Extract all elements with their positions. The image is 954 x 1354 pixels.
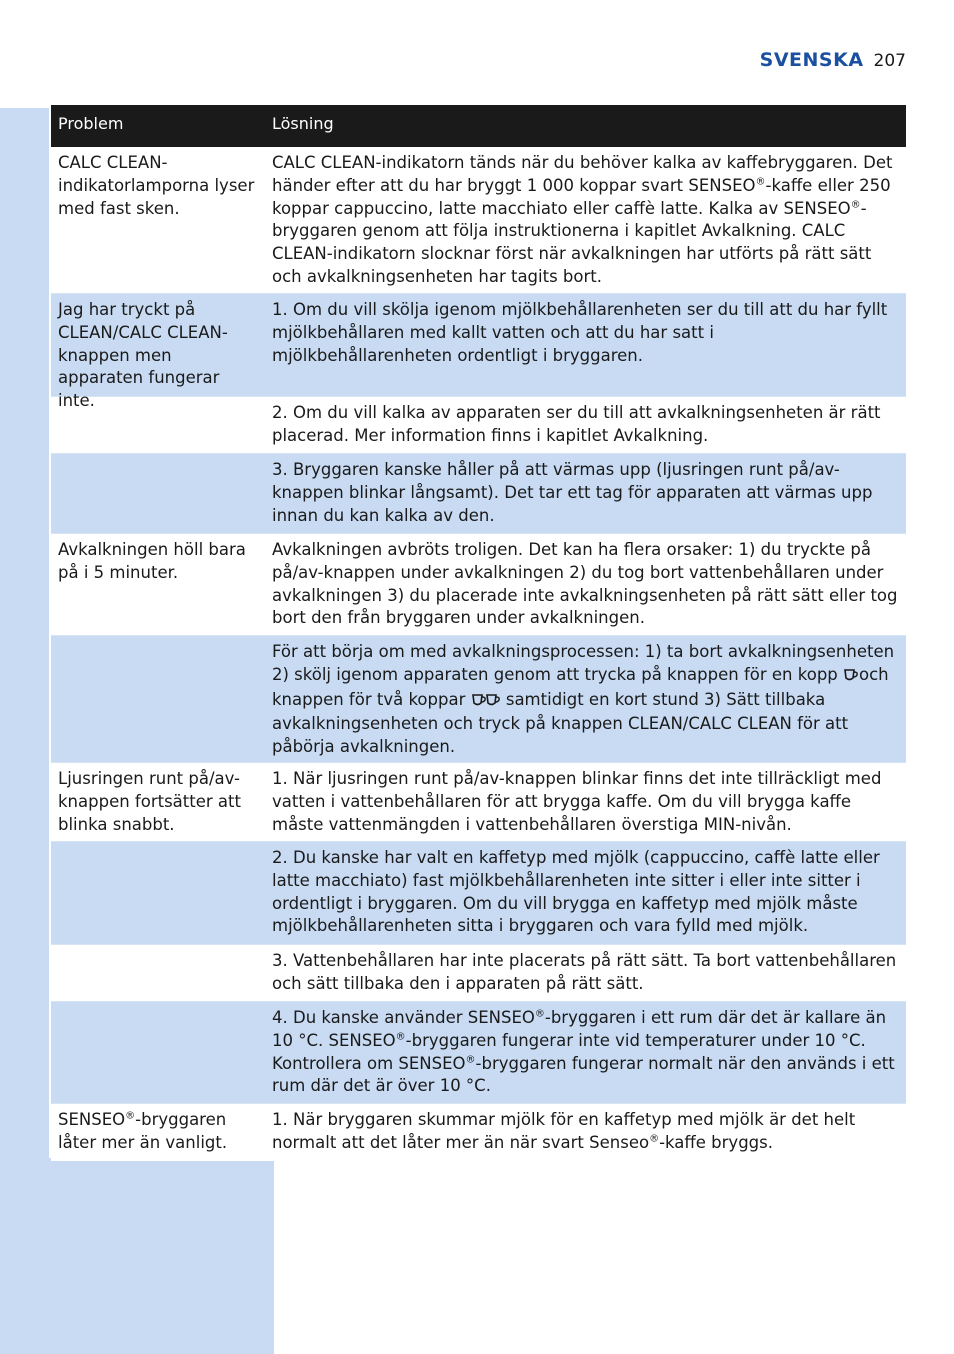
table-header [51, 105, 906, 147]
table-row [51, 1104, 906, 1161]
registered-mark: ® [850, 199, 861, 211]
solution-cell: 1. Om du vill skölja igenom mjölkbehållarenheten ser du till att du har fyllt mjölkbehållaren med kallt vatten och att du har satt i mjölkbehållarenheten ordentligt i bryggaren. [272, 300, 888, 365]
registered-mark: ® [395, 1031, 406, 1043]
solution-text: -kaffe bryggs. [659, 1132, 773, 1152]
solution-text: -bryggaren genom att följa instruktionerna i kapitlet Avkalkning. CALC CLEAN-indikatorn slocknar först när avkalkningen har utförts på rätt sätt och avkalkningsenheten har tagits bort. [272, 198, 872, 286]
solution-text: samtidigt en kort stund 3) Sätt tillbaka avkalkningsenheten och tryck på knappen CLEAN/CALC CLEAN för att påbörja avkalkningen. [272, 689, 849, 757]
table-row [51, 1002, 906, 1104]
solution-cell: 3. Bryggaren kanske håller på att värmas upp (ljusringen runt på/av-knappen blinkar långsamt). Det tar ett tag för apparaten att värmas upp innan du kan kalka av den. [272, 460, 873, 525]
table-row [51, 534, 906, 636]
solution-cell: Avkalkningen avbröts troligen. Det kan ha flera orsaker: 1) du tryckte på på/av-knappen under avkalkningen 2) du tog bort vattenbehållaren under avkalkningen 3) du placerade inte avkalkningsenheten på rätt sätt eller tog bort den från bryggaren under avkalkningen. [272, 540, 898, 628]
problem-cell [51, 454, 265, 533]
registered-mark: ® [534, 1008, 545, 1020]
problem-cell [51, 636, 265, 762]
column-header-problem: Problem [58, 114, 124, 133]
table-row [51, 147, 906, 294]
one-cup-icon [843, 666, 859, 689]
solution-text: -bryggaren fungerar normalt när den används i ett rum där det är över 10 °C. [272, 1053, 895, 1096]
solution-text: -kaffe eller 250 koppar cappuccino, latte macchiato eller caffè latte. Kalka av SENSEO [272, 175, 891, 218]
table-row [51, 945, 906, 1002]
two-cups-icon [471, 691, 501, 714]
problem-cell [51, 1104, 265, 1161]
solution-text: och knappen för två koppar [272, 664, 889, 709]
table-row [51, 294, 906, 411]
solution-text: -bryggaren i ett rum där det är kallare än 10 °C. SENSEO [272, 1008, 887, 1050]
problem-cell [51, 397, 265, 453]
solution-text: -bryggaren fungerar inte vid temperaturer under 10 °C. Kontrollera om SENSEO [272, 1030, 866, 1073]
registered-mark: ® [465, 1054, 476, 1066]
table-row [51, 763, 906, 842]
language-label: SVENSKA [759, 49, 864, 71]
solution-text: 4. Du kanske använder SENSEO [272, 1008, 535, 1027]
problem-cell [51, 842, 265, 944]
problem-cell: Ljusringen runt på/av-knappen fortsätter att blinka snabbt. [58, 769, 241, 834]
problem-text: -bryggaren låter mer än vanligt. [58, 1110, 228, 1152]
solution-text: 1. När bryggaren skummar mjölk för en kaffetyp med mjölk är det helt normalt att det låter mer än när svart Senseo [272, 1110, 856, 1152]
column-header-solution: Lösning [272, 114, 334, 133]
solution-text: CALC CLEAN-indikatorn tänds när du behöver kalka av kaffebryggaren. Det händer efter att du har bryggt 1 000 koppar svart SENSEO [272, 153, 893, 195]
solution-cell: 1. När ljusringen runt på/av-knappen blinkar finns det inte tillräckligt med vatten i vattenbehållaren för att brygga kaffe. Om du vill brygga kaffe måste vattenmängden i vattenbehållaren överstiga MIN-nivån. [272, 769, 882, 834]
solution-cell [265, 1104, 906, 1161]
solution-cell: 2. Du kanske har valt en kaffetyp med mjölk (cappuccino, caffè latte eller latte macchiato) fast mjölkbehållarenheten inte sitter i eller inte sitter i ordentligt i bryggaren. Om du vill brygga en kaffetyp med mjölk måste mjölkbehållarenheten sitta i bryggaren och vara fylld med mjölk. [272, 848, 880, 936]
page-number: 207 [873, 51, 906, 71]
problem-cell [51, 945, 265, 1001]
solution-cell [265, 636, 906, 762]
solution-text: För att börja om med avkalkningsprocessen: 1) ta bort avkalkningsenheten 2) skölj igenom apparaten genom att trycka på knappen för en kopp [272, 642, 895, 684]
table-row [51, 842, 906, 945]
solution-cell [265, 147, 906, 293]
registered-mark: ® [649, 1133, 660, 1145]
problem-cell: CALC CLEAN-indikatorlamporna lyser med fast sken. [58, 153, 255, 218]
table-row [51, 397, 906, 454]
problem-cell: Jag har tryckt på CLEAN/CALC CLEAN-knappen men apparaten fungerar inte. [58, 300, 228, 411]
registered-mark: ® [755, 176, 766, 188]
solution-cell: 3. Vattenbehållaren har inte placerats på rätt sätt. Ta bort vattenbehållaren och sätt tillbaka den i apparaten på rätt sätt. [272, 951, 897, 993]
problem-text: SENSEO [58, 1110, 126, 1129]
table-row [51, 636, 906, 763]
registered-mark: ® [125, 1110, 136, 1122]
bottom-left-band [0, 1158, 274, 1354]
problem-cell: Avkalkningen höll bara på i 5 minuter. [58, 540, 246, 582]
troubleshooting-table [51, 105, 906, 1161]
problem-cell [51, 1002, 265, 1103]
page-header [760, 49, 906, 71]
table-row [51, 454, 906, 534]
solution-cell: 2. Om du vill kalka av apparaten ser du till att avkalkningsenheten är rätt placerad. Mer information finns i kapitlet Avkalkning. [272, 403, 881, 445]
solution-cell [265, 1002, 906, 1103]
